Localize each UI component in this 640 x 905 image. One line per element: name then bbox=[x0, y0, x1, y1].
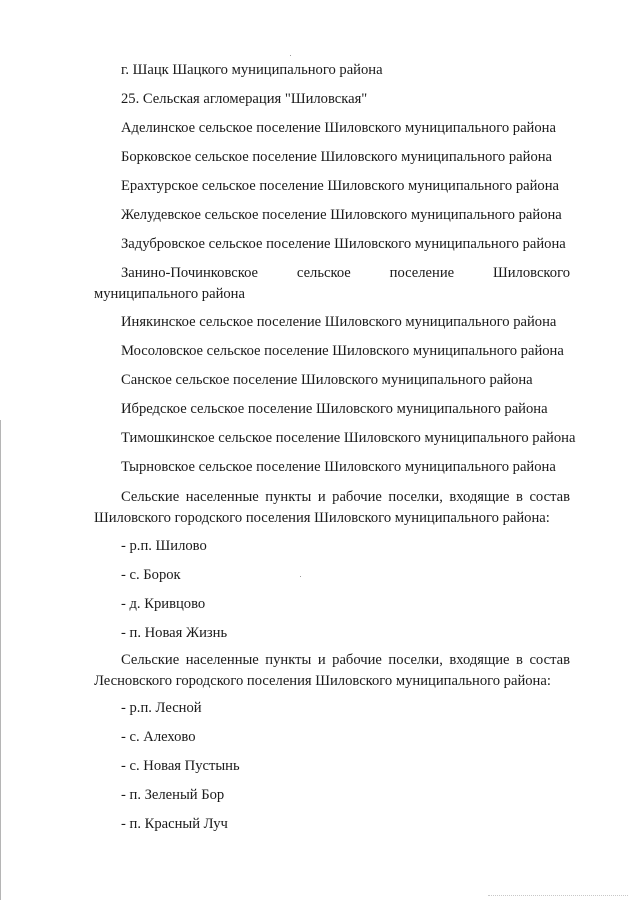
settlement-line: Мосоловское сельское поселение Шиловского муниципального района bbox=[121, 343, 564, 359]
settlement-line: Задубровское сельское поселение Шиловского муниципального района bbox=[121, 236, 566, 252]
settlement-line: Тырновское сельское поселение Шиловского муниципального района bbox=[121, 459, 556, 475]
scan-border-dots bbox=[488, 895, 628, 897]
list-item: - д. Кривцово bbox=[121, 596, 206, 612]
list-item: - с. Новая Пустынь bbox=[121, 758, 240, 774]
list-item: - п. Красный Луч bbox=[121, 816, 228, 832]
paragraph: Сельские населенные пункты и рабочие поселки, входящие в состав Шиловского городского поселения Шиловского муниципального района: bbox=[94, 489, 570, 526]
settlement-line: Желудевское сельское поселение Шиловского муниципального района bbox=[121, 207, 562, 223]
scan-speck bbox=[290, 55, 291, 56]
settlement-line: Борковское сельское поселение Шиловского муниципального района bbox=[121, 149, 553, 165]
settlement-line: г. Шацк Шацкого муниципального района bbox=[121, 62, 383, 78]
list-item: - п. Зеленый Бор bbox=[121, 787, 225, 803]
settlement-line: Аделинское сельское поселение Шиловского муниципального района bbox=[121, 120, 556, 136]
settlement-line-wrapped: Занино-Починковское сельское поселение Шиловского муниципального района bbox=[94, 265, 570, 302]
list-item: - р.п. Шилово bbox=[121, 538, 207, 554]
section-heading: 25. Сельская агломерация "Шиловская" bbox=[121, 91, 368, 107]
scan-speck bbox=[300, 576, 301, 577]
paragraph: Сельские населенные пункты и рабочие поселки, входящие в состав Лесновского городского поселения Шиловского муниципального района: bbox=[94, 652, 570, 689]
settlement-line: Тимошкинское сельское поселение Шиловского муниципального района bbox=[121, 430, 576, 446]
settlement-line: Инякинское сельское поселение Шиловского муниципального района bbox=[121, 314, 557, 330]
settlement-line: Санское сельское поселение Шиловского муниципального района bbox=[121, 372, 533, 388]
list-item: - п. Новая Жизнь bbox=[121, 625, 228, 641]
list-item: - с. Алехово bbox=[121, 729, 196, 745]
scan-edge-mark bbox=[0, 420, 1, 900]
settlement-line: Ерахтурское сельское поселение Шиловского муниципального района bbox=[121, 178, 560, 194]
list-item: - р.п. Лесной bbox=[121, 700, 202, 716]
settlement-line: Ибредское сельское поселение Шиловского муниципального района bbox=[121, 401, 548, 417]
list-item: - с. Борок bbox=[121, 567, 181, 583]
